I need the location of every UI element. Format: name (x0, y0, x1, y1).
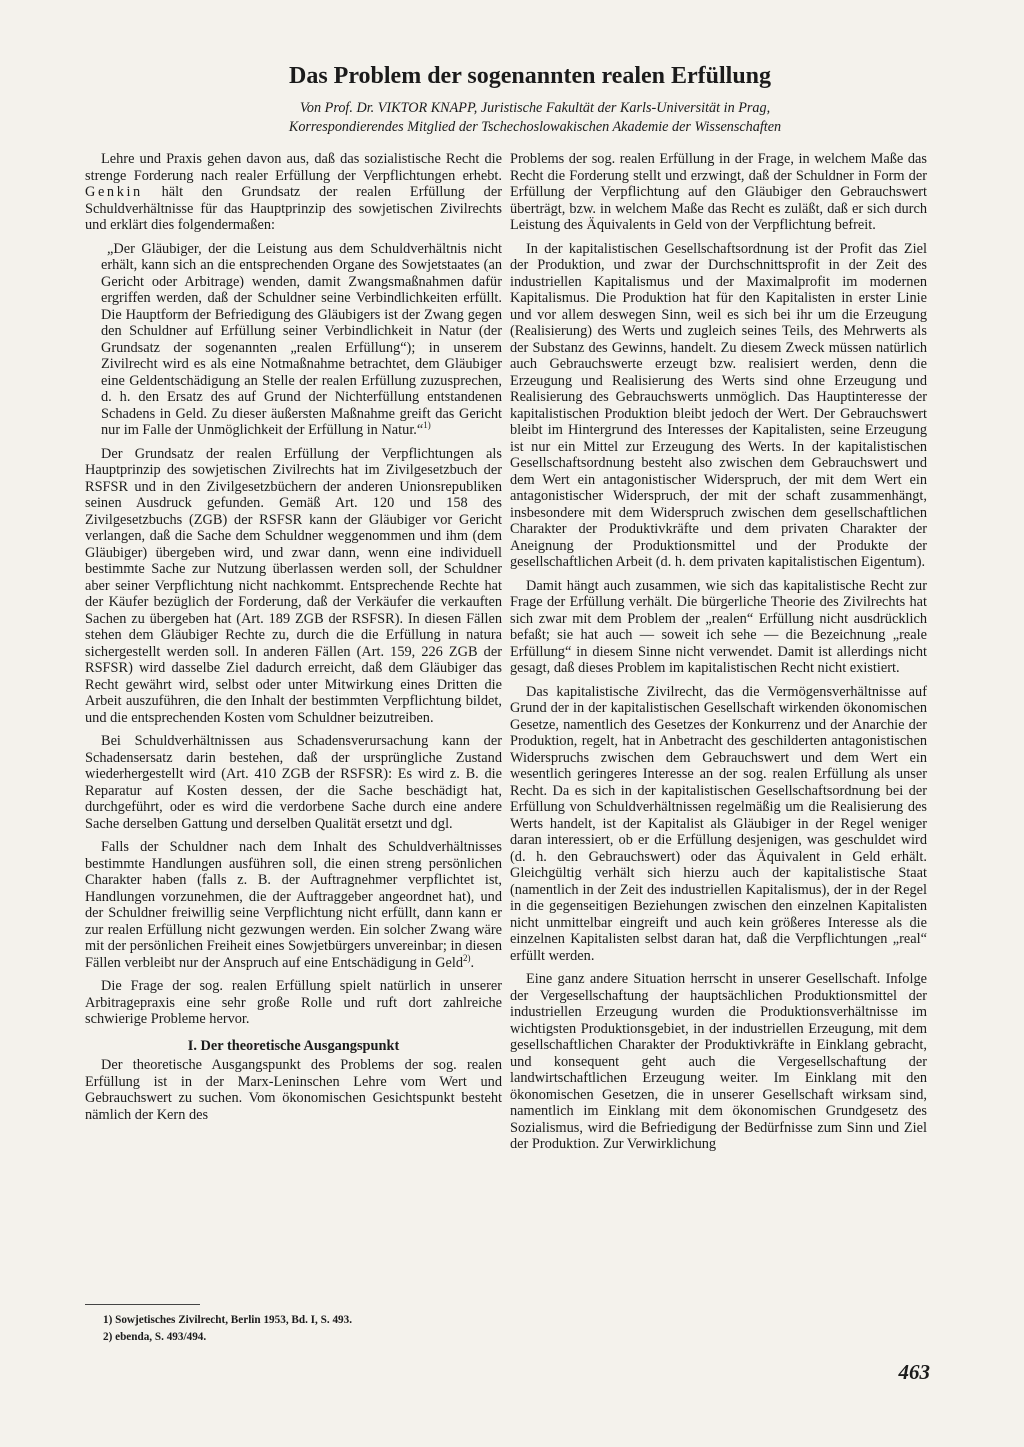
right-column (510, 151, 927, 1160)
page-number: 463 (898, 1360, 930, 1384)
paragraph-text: hält den Grundsatz der realen Erfüllung der Schuldverhältnisse für das Hauptprinzip des sowjetischen Zivilrechts und erklärt dies folgendermaßen: (85, 184, 502, 233)
footnote-1: 1) Sowjetisches Zivilrecht, Berlin 1953, Bd. I, S. 493. (103, 1314, 353, 1326)
paragraph-text: . (470, 954, 475, 971)
paragraph: Das kapitalistische Zivilrecht, das die Vermögensverhältnisse auf Grund der in der kapitalistischen Gesellschaft wirkenden ökonomischen Gesetze, namentlich des Gesetzes der Konkurrenz und der Anarchie der Produktion, regelt, hat in Anbetracht des geschilderten antagonistischen Widerspruchs zwischen dem Gebrauchswert und dem Wert ein wesentlich geringeres Interesse an der sog. realen Erfüllung als unser Recht. Da es sich in der kapitalistischen Gesellschaftsordnung bei der Erfüllung von Schuldverhältnissen regelmäßig um die Realisierung des Werts handelt, ist der Kapitalist als Gläubiger in der Regel weniger daran interessiert, ob er die Erfüllung desjenigen, was geschuldet wird (d. h. den Gebrauchswert) oder das Äquivalent in Geld erhält. Gleichgültig verhält sich hierzu auch der kapitalistische Staat (namentlich in der Zeit des industriellen Kapitalismus), der in der Regel in die gegenseitigen Beziehungen zwischen den einzelnen Kapitalisten nicht unmittelbar eingreift und auch kein größeres Interesse als die einzelnen Kapitalisten selbst daran hat, daß die Verpflichtungen „real“ erfüllt werden. (510, 683, 927, 964)
byline-line-2: Korrespondierendes Mitglied der Tschechoslowakischen Akademie der Wissenschaften (288, 119, 782, 135)
footnotes (85, 1312, 502, 1346)
block-quote (101, 241, 502, 439)
paragraph: Damit hängt auch zusammen, wie sich das kapitalistische Recht zur Frage der Erfüllung verhält. Die bürgerliche Theorie des Zivilrechts hat sich zwar mit dem Problem der „realen“ Erfüllung nicht ausdrücklich befaßt; sie hat auch — soweit ich sehe — die Bezeichnung „reale Erfüllung“ in diesem Sinne nicht verwendet. Damit ist allerdings nicht gesagt, daß dieses Problem im kapitalistischen Recht nicht existiert. (510, 577, 927, 676)
paragraph: Problems der sog. realen Erfüllung in der Frage, in welchem Maße das Recht die Forderung stellt und erzwingt, daß der Schuldner in Form der Erfüllung der Verpflichtung auf den Gläubiger den Gebrauchswert überträgt, bzw. in welchem Maße das Recht es zuläßt, daß er sich durch Leistung des Äquivalents in Geld von der Verpflichtung befreit. (510, 151, 927, 233)
author-byline (140, 99, 930, 137)
paragraph: Der theoretische Ausgangspunkt des Problems der sog. realen Erfüllung ist in der Marx-Leninschen Lehre vom Wert und Gebrauchswert zu suchen. Vom ökonomischen Gesichtspunkt besteht nämlich der Kern des (85, 1057, 502, 1123)
byline-line-1: Von Prof. Dr. VIKTOR KNAPP, Juristische Fakultät der Karls-Universität in Prag, (299, 100, 771, 116)
left-column (85, 151, 502, 1130)
paragraph-text: Falls der Schuldner nach dem Inhalt des Schuldverhältnisses bestimmte Handlungen ausführen soll, die einen streng persönlichen Charakter haben (falls z. B. der Auftragnehmer verpflichtet ist, Handlungen vorzunehmen, die der Auftraggeber angeordnet hat), und der Schuldner freiwillig seine Verpflichtung nicht erfüllt, dann kann er zur realen Erfüllung nicht gezwungen werden. Ein solcher Zwang wäre mit der persönlichen Freiheit eines Sowjetbürgers unvereinbar; in diesen Fällen verbleibt nur der Anspruch auf eine Entschädigung in Geld (85, 839, 502, 971)
paragraph (85, 151, 502, 234)
section-heading: I. Der theoretische Ausgangspunkt (187, 1037, 400, 1054)
paragraph: In der kapitalistischen Gesellschaftsordnung ist der Profit das Ziel der Produktion, und zwar der Durchschnittsprofit in der Zeit des industriellen Kapitalismus und der Maximalprofit im modernen Kapitalismus. Die Produktion hat für den Kapitalisten in erster Linie und vor allem deswegen Sinn, weil es sich bei ihr um die Erzeugung (Realisierung) des Werts und zugleich seines Teils, des Mehrwerts als der Substanz des Gewinns, handelt. Zu diesem Zweck müssen natürlich auch Gebrauchswerte erzeugt bzw. realisiert werden, denn die Erzeugung und Realisierung des Werts sind ohne Erzeugung und Realisierung des Gebrauchswerts unmöglich. Das Hauptinteresse der kapitalistischen Produktion bleibt jedoch der Wert. Der Gebrauchswert bleibt im Hintergrund des Interesses der Kapitalisten, seine Erzeugung ist nur ein Mittel zur Erzeugung des Werts. In der kapitalistischen Gesellschaftsordnung besteht also zwischen dem Gebrauchswert und dem Wert ein antagonistischer Widerspruch, der mit dem Wert ein antagonistischer Widerspruch, der mit der schaft zusammenhängt, insbesondere mit dem Widerspruch zwischen dem gesellschaftlichen Charakter der Produktivkräfte und dem privaten Charakter der Aneignung der Produktionsmittel und der Produkte der gesellschaftlichen Arbeit (d. h. dem privaten kapitalistischen Eigentum). (510, 240, 927, 570)
footnote-ref: 1) (423, 420, 431, 431)
footnote-2: 2) ebenda, S. 493/494. (103, 1331, 207, 1343)
author-name-genkin: Genkin (85, 184, 143, 200)
article-title: Das Problem der sogenannten realen Erfüllung (288, 63, 772, 89)
paragraph: Eine ganz andere Situation herrscht in unserer Gesellschaft. Infolge der Vergesellschaftung der hauptsächlichen Produktionsmittel der industriellen Erzeugung wurden die Produktionsverhältnisse im wichtigsten Produktionsgebiet, in der industriellen Erzeugung, mit dem gesellschaftlichen Charakter der Produktivkräfte in Einklang gebracht, und konsequent geht auch die Vergesellschaftung der landwirtschaftlichen Erzeugung weiter. Im Einklang mit den ökonomischen Gesetzen, die in unserer Gesellschaft wirksam sind, namentlich im Einklang mit dem ökonomischen Grundgesetz des Sozialismus, wird die Befriedigung der Bedürfnisse zum Sinn und Ziel der Produktion. Zur Verwirklichung (510, 971, 927, 1152)
paragraph (85, 839, 502, 971)
footnote-ref: 2) (463, 952, 471, 963)
paragraph: Die Frage der sog. realen Erfüllung spielt natürlich in unserer Arbitragepraxis eine sehr große Rolle und ruft dort zahlreiche schwierige Probleme hervor. (85, 978, 502, 1027)
footnote-divider (85, 1304, 200, 1305)
paragraph-text: Lehre und Praxis gehen davon aus, daß das sozialistische Recht die strenge Forderung nach realer Erfüllung der Verpflichtungen erhebt. (85, 151, 502, 184)
quote-text: „Der Gläubiger, der die Leistung aus dem Schuldverhältnis nicht erhält, kann sich an die entsprechenden Organe des Sowjetstaates (an Gericht oder Arbitrage) wenden, damit Zwangsmaßnahmen dafür ergriffen werden, daß der Schuldner seine Verbindlichkeiten erfüllt. Die Hauptform der Befriedigung des Gläubigers ist der Zwang gegen den Schuldner auf Erfüllung seiner Verbindlichkeit in Natur (der Grundsatz der sogenannten „realen Erfüllung“); in unserem Zivilrecht wird es als eine Notmaßnahme betrachtet, dem Gläubiger eine Geldentschädigung an Stelle der realen Erfüllung zuzusprechen, d. h. den Ersatz des auf Grund der Nichterfüllung entstandenen Schadens in Geld. Zu dieser äußersten Maßnahme greift das Gericht nur im Falle der Unmöglichkeit der Erfüllung in Natur.“ (101, 240, 502, 438)
paragraph: Der Grundsatz der realen Erfüllung der Verpflichtungen als Hauptprinzip des sowjetischen Zivilrechts hat im Zivilgesetzbuch der RSFSR und in den Zivilgesetzbüchern der anderen Unionsrepubliken seinen Ausdruck gefunden. Gemäß Art. 120 und 158 des Zivilgesetzbuchs (ZGB) der RSFSR kann der Gläubiger vor Gericht verlangen, daß die Sache dem Schuldner weggenommen und ihm (dem Gläubiger) übergeben wird, und zwar dann, wenn eine individuell bestimmte Sache zur Nutzung überlassen werden soll, der Schuldner aber seiner Verpflichtung nicht nachkommt. Entsprechende Rechte hat der Käufer bezüglich der Forderung, daß der Verkäufer die verkauften Sachen zu übergeben hat (Art. 189 ZGB der RSFSR). In diesen Fällen stehen dem Gläubiger Rechte zu, durch die die Erfüllung in natura sichergestellt werden soll. In anderen Fällen (Art. 159, 226 ZGB der RSFSR) wird dasselbe Ziel dadurch erreicht, daß dem Gläubiger das Recht gewährt wird, selbst oder unter Mitwirkung eines Dritten die Arbeit auszuführen, die den Inhalt der bestimmten Verpflichtung bildet, und die entsprechenden Kosten vom Schuldner beizutreiben. (85, 445, 502, 726)
paragraph: Bei Schuldverhältnissen aus Schadensverursachung kann der Schadensersatz darin bestehen, daß der ursprüngliche Zustand wiederhergestellt wird (Art. 410 ZGB der RSFSR): Es wird z. B. die Reparatur auf Kosten dessen, der die Sache beschädigt hat, durchgeführt, oder es wird die verdorbene Sache durch eine andere Sache derselben Gattung und derselben Qualität ersetzt und dgl. (85, 733, 502, 832)
